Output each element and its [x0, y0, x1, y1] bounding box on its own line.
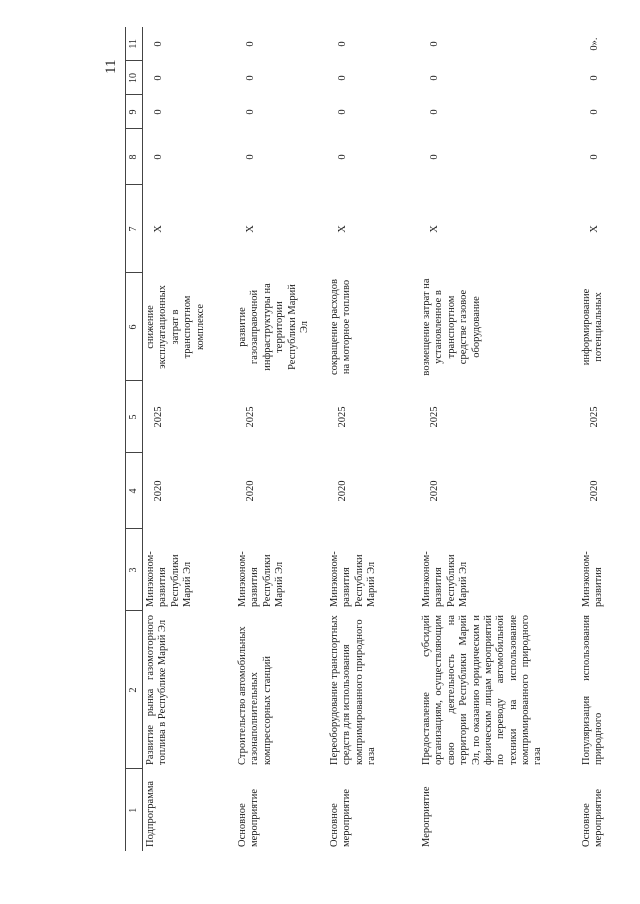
cell-col8: 0	[245, 154, 256, 160]
end-year: 2025	[337, 406, 348, 428]
cell-col9: 0	[589, 109, 600, 115]
cell-col11: 0».	[589, 37, 600, 51]
cell-col10: 0	[589, 75, 600, 81]
cell-col8: 0	[429, 154, 440, 160]
cell-col7: Х	[153, 225, 164, 233]
cell-col9: 0	[153, 109, 164, 115]
rotated-table-wrapper	[125, 37, 605, 851]
col-header: 1	[126, 769, 143, 851]
cell-col10: 0	[153, 75, 164, 81]
col-header: 11	[126, 27, 143, 61]
cell-col7: Х	[589, 225, 600, 233]
start-year: 2020	[245, 480, 256, 502]
col-header: 7	[126, 185, 143, 273]
start-year: 2020	[153, 480, 164, 502]
cell-col9: 0	[337, 109, 348, 115]
cell-col7: Х	[429, 225, 440, 233]
expected-result: информирование потенциальных	[581, 288, 605, 366]
col-header: 5	[126, 381, 143, 453]
col-header: 4	[126, 453, 143, 529]
cell-col7: Х	[337, 225, 348, 233]
cell-col7: Х	[245, 225, 256, 233]
executor: Минэконом-развития	[581, 551, 605, 607]
end-year: 2025	[429, 406, 440, 428]
cell-col10: 0	[337, 75, 348, 81]
measure-name: Популяризация использования природного	[581, 615, 605, 765]
executor: Минэконом-развития Республики Марий Эл	[329, 551, 378, 607]
cell-col9: 0	[429, 109, 440, 115]
expected-result: сокращение расходов на моторное топливо	[329, 279, 353, 375]
table-row	[235, 27, 327, 851]
expected-result: возмещение затрат на установленное в транспортном средстве газовое оборудование	[421, 278, 482, 376]
executor: Минэконом-развития Республики Марий Эл	[145, 551, 194, 607]
cell-col8: 0	[153, 154, 164, 160]
row-type: Основное мероприятие	[581, 789, 605, 847]
col-header: 10	[126, 61, 143, 95]
cell-col11: 0	[245, 41, 256, 47]
measure-name: Предоставление субсидий организациям, осуществляющим свою деятельность на территории Республики Марий Эл, по оказанию юридическим и физическим лицам мероприятий по переводу автомобильной техники на использование компримированного природного газа	[421, 615, 544, 765]
start-year: 2020	[429, 480, 440, 502]
cell-col9: 0	[245, 109, 256, 115]
executor: Минэконом-развития Республики Марий Эл	[237, 551, 286, 607]
col-header: 6	[126, 273, 143, 381]
row-type: Мероприятие	[421, 786, 432, 847]
table-row	[579, 27, 619, 851]
start-year: 2020	[337, 480, 348, 502]
end-year: 2025	[589, 406, 600, 428]
cell-col11: 0	[429, 41, 440, 47]
cell-col10: 0	[429, 75, 440, 81]
table-row	[143, 27, 236, 851]
table-row	[327, 27, 419, 851]
measure-name: Развитие рынка газомоторного топлива в Республике Марий Эл	[145, 615, 169, 765]
row-type: Основное мероприятие	[237, 789, 261, 847]
table-row	[419, 27, 579, 851]
cell-col10: 0	[245, 75, 256, 81]
row-type: Основное мероприятие	[329, 789, 353, 847]
measure-name: Переоборудование транспортных средств для использования компримированного природного газа	[329, 615, 378, 765]
end-year: 2025	[245, 406, 256, 428]
program-table	[125, 27, 619, 851]
cell-col8: 0	[337, 154, 348, 160]
start-year: 2020	[589, 480, 600, 502]
executor: Минэконом-развития Республики Марий Эл	[421, 551, 470, 607]
page-number: 11	[103, 59, 119, 74]
expected-result: развитие газозаправочной инфраструктуры на территории Республики Марий Эл	[237, 283, 310, 371]
row-type: Подпрограмма	[145, 780, 156, 847]
expected-result: снижение эксплуатационных затрат в транспортном комплексе	[145, 285, 206, 369]
col-header: 9	[126, 95, 143, 129]
cell-col8: 0	[589, 154, 600, 160]
cell-col11: 0	[337, 41, 348, 47]
cell-col11: 0	[153, 41, 164, 47]
measure-name: Строительство автомобильных газонаполнительных компрессорных станций	[237, 626, 273, 765]
header-row	[126, 27, 143, 851]
col-header: 8	[126, 129, 143, 185]
end-year: 2025	[153, 406, 164, 428]
col-header: 2	[126, 611, 143, 769]
col-header: 3	[126, 529, 143, 611]
